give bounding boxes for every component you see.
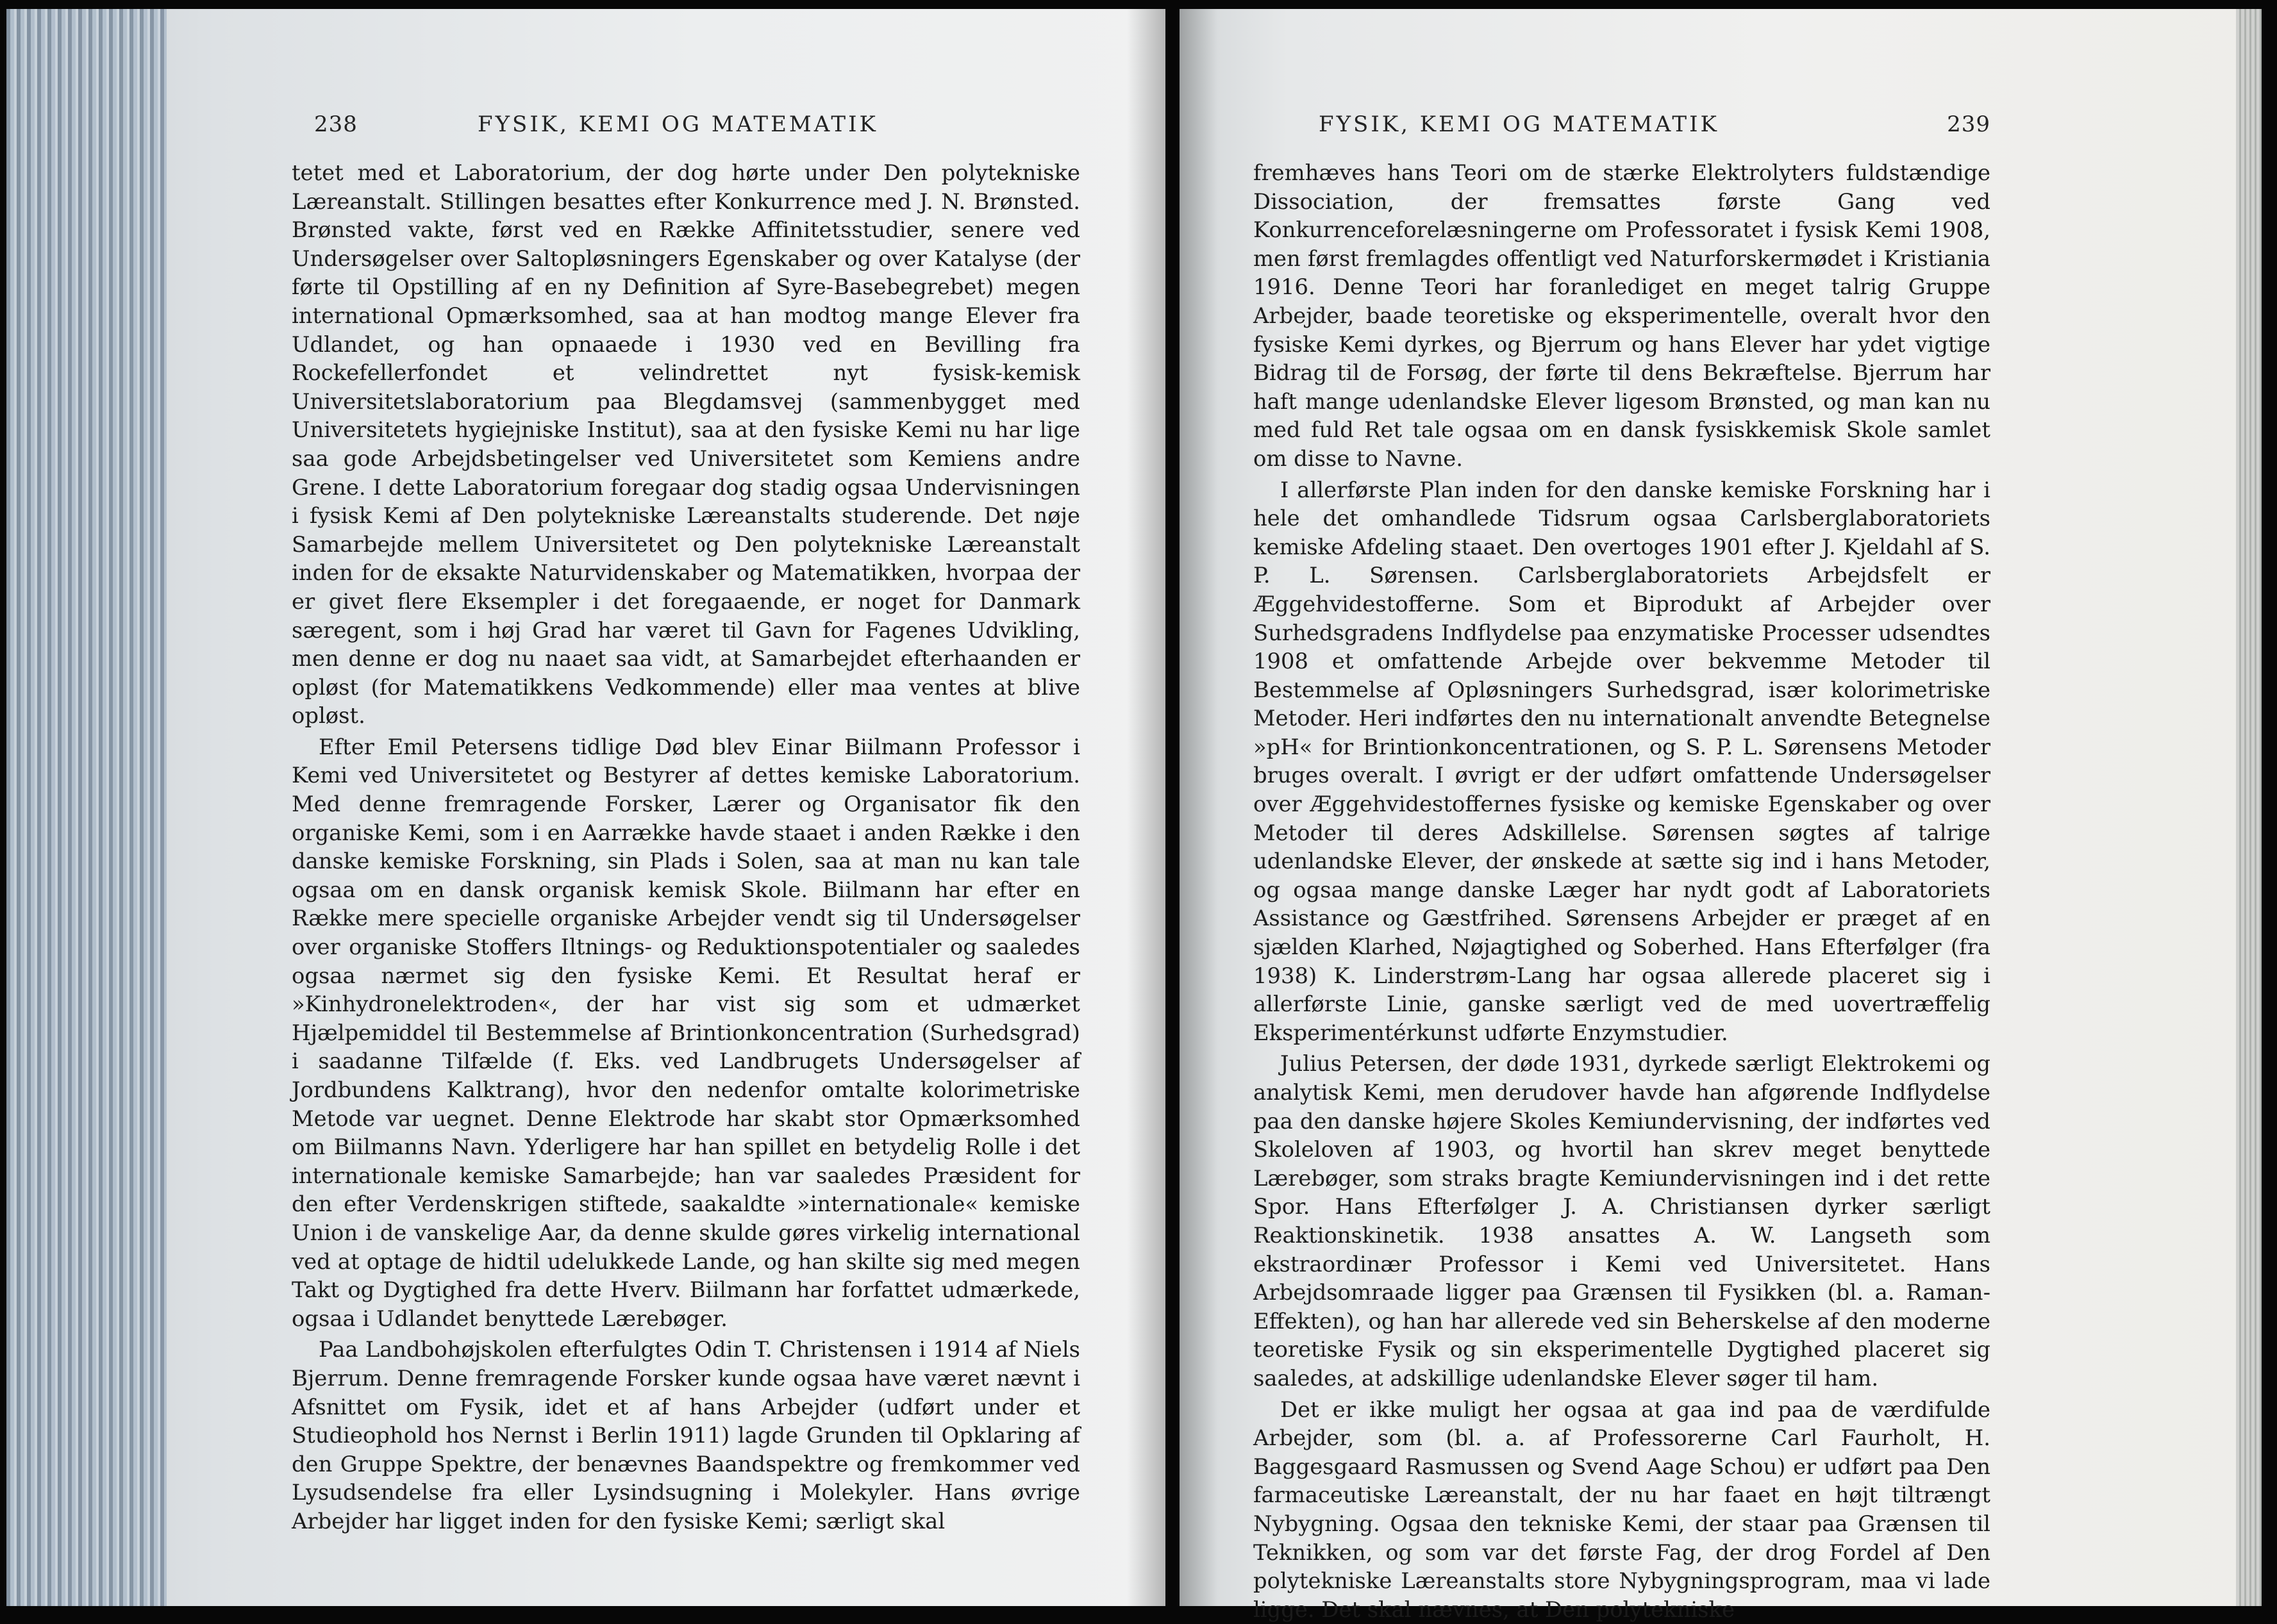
page-edges [2236, 9, 2262, 1606]
running-title: FYSIK, KEMI OG MATEMATIK [478, 112, 878, 137]
left-page [6, 9, 1165, 1606]
paragraph: Efter Emil Petersens tidlige Død blev Einar Biilmann Professor i Kemi ved Universitetet og Bestyrer af dettes kemiske Laboratorium. Med denne fremragende Forsker, Lærer og Organisator fik den organiske Kemi, som i en Aarrække havde staaet i anden Række i den danske kemiske Forskning, sin Plads i Solen, saa at man nu kan tale ogsaa om en dansk organisk kemisk Skole. Biilmann har efter en Række mere specielle organiske Arbejder vendt sig til Undersøgelser over organiske Stoffers Iltnings- og Reduktionspotentialer og saaledes ogsaa nærmet sig den fysiske Kemi. Et Resultat heraf er »Kinhydronelektroden«, der har vist sig som et udmærket Hjælpemiddel til Bestemmelse af Brintionkoncentration (Surhedsgrad) i saadanne Tilfælde (f. Eks. ved Landbrugets Undersøgelser af Jordbundens Kalktrang), hvor den nedenfor omtalte kolorimetriske Metode var uegnet. Denne Elektrode har skabt stor Opmærksomhed om Biilmanns Navn. Yderligere har han spillet en betydelig Rolle i det internationale kemiske Samarbejde; han var saaledes Præsident for den efter Verdenskrigen stiftede, saakaldte »internationale« kemiske Union i de vanskelige Aar, da denne skulde gøres virkelig international ved at optage de hidtil udelukkede Lande, og han skilte sig med megen Takt og Dygtighed fra dette Hverv. Biilmann har forfattet udmærkede, ogsaa i Udlandet benyttede Lærebøger. [292, 734, 1080, 1331]
running-header [1253, 112, 1990, 144]
page-number: 238 [314, 112, 358, 137]
right-page [1180, 9, 2262, 1622]
paragraph: tetet med et Laboratorium, der dog hørte under Den polytekniske Læreanstalt. Stillingen besattes efter Konkurrence med J. N. Brønsted. Brønsted vakte, først ved en Række Affinitetsstudier, senere ved Undersøgelser over Saltopløsningers Egenskaber og over Katalyse (der førte til Opstilling af en ny Definition af Syre-Basebegrebet) megen international Opmærksomhed, saa at han modtog mange Elever fra Udlandet, og han opnaaede i 1930 ved en Bevilling fra Rockefellerfondet et velindrettet nyt fysisk-kemisk Universitetslaboratorium paa Blegdamsvej (sammenbygget med Universitetets hygiejniske Institut), saa at den fysiske Kemi nu har lige saa gode Arbejdsbetingelser ved Universitetet som Kemiens andre Grene. I dette Laboratorium foregaar dog stadig ogsaa Undervisningen i fysisk Kemi af Den polytekniske Læreanstalts studerende. Det nøje Samarbejde mellem Universitetet og Den polytekniske Læreanstalt inden for de eksakte Naturvidenskaber og Matematikken, hvorpaa der er givet flere Eksempler i det foregaaende, er noget for Danmark særegent, som i høj Grad har været til Gavn for Fagenes Udvikling, men denne er dog nu naaet saa vidt, at Samarbejdet efterhaanden er opløst (for Matematikkens Vedkommende) eller maa ventes at blive opløst. [292, 160, 1080, 729]
paragraph: Det er ikke muligt her ogsaa at gaa ind paa de værdifulde Arbejder, som (bl. a. af Professorerne Carl Faurholt, H. Baggesgaard Rasmussen og Svend Aage Schou) er udført paa Den farmaceutiske Læreanstalt, der nu har faaet en højt tiltrængt Nybygning. Ogsaa den tekniske Kemi, der staar paa Grænsen til Teknikken, og som var det første Fag, der drog Fordel af Den polytekniske Læreanstalts store Nybygningsprogram, maa vi lade ligge. Det skal nævnes, at Den polytekniske [1253, 1396, 1990, 1622]
running-title: FYSIK, KEMI OG MATEMATIK [1319, 112, 1719, 137]
page-edges [6, 9, 167, 1606]
page-body [292, 159, 1080, 1536]
paragraph: fremhæves hans Teori om de stærke Elektrolyters fuldstændige Dissociation, der fremsattes første Gang ved Konkurrenceforelæsningerne om Professoratet i fysisk Kemi 1908, men først fremlagdes offentligt ved Naturforskermødet i Kristiania 1916. Denne Teori har foranlediget en meget talrig Gruppe Arbejder, baade teoretiske og eksperimentelle, overalt hvor den fysiske Kemi dyrkes, og Bjerrum og hans Elever har ydet vigtige Bidrag til de Forsøg, der førte til dens Bekræftelse. Bjerrum har haft mange udenlandske Elever ligesom Brønsted, og man kan nu med fuld Ret tale ogsaa om en dansk fysiskkemisk Skole samlet om disse to Navne. [1253, 160, 1990, 471]
paragraph: Paa Landbohøjskolen efterfulgtes Odin T. Christensen i 1914 af Niels Bjerrum. Denne fremragende Forsker kunde ogsaa have været nævnt i Afsnittet om Fysik, idet et af hans Arbejder (udført under et Studieophold hos Nernst i Berlin 1911) lagde Grunden til Opklaring af den Gruppe Spektre, der benævnes Baandspektre og fremkommer ved Lysudsendelse fra eller Lysindsugning i Molekyler. Hans øvrige Arbejder har ligget inden for den fysiske Kemi; særligt skal [292, 1337, 1080, 1534]
running-header [314, 112, 1077, 144]
paragraph: I allerførste Plan inden for den danske kemiske Forskning har i hele det omhandlede Tidsrum ogsaa Carlsberglaboratoriets kemiske Afdeling staaet. Den overtoges 1901 efter J. Kjeldahl af S. P. L. Sørensen. Carlsberglaboratoriets Arbejdsfelt er Æggehvidestofferne. Som et Biprodukt af Arbejder over Surhedsgradens Indflydelse paa enzymatiske Processer udsendtes 1908 et omfattende Arbejde over bekvemme Metoder til Bestemmelse af Opløsningers Surhedsgrad, især kolorimetriske Metoder. Heri indførtes den nu internationalt anvendte Betegnelse »pH« for Brintionkoncentrationen, og S. P. L. Sørensens Metoder bruges overalt. I øvrigt er der udført omfattende Undersøgelser over Æggehvidestoffernes fysiske og kemiske Egenskaber og over Metoder til deres Adskillelse. Sørensen søgtes af talrige udenlandske Elever, der ønskede at sætte sig ind i hans Metoder, og ogsaa mange danske Læger har nydt godt af Laboratoriets Assistance og Gæstfrihed. Sørensens Arbejder er præget af en sjælden Klarhed, Nøjagtighed og Soberhed. Hans Efterfølger (fra 1938) K. Linderstrøm-Lang har ogsaa allerede placeret sig i allerførste Linie, ganske særligt ved de med uovertræffelig Eksperimentérkunst udførte Enzymstudier. [1253, 477, 1990, 1045]
paragraph: Julius Petersen, der døde 1931, dyrkede særligt Elektrokemi og analytisk Kemi, men derudover havde han afgørende Indflydelse paa den danske højere Skoles Kemiundervisning, der indførtes ved Skoleloven af 1903, og hvortil han skrev meget benyttede Lærebøger, som straks bragte Kemiundervisningen ind i det rette Spor. Hans Efterfølger J. A. Christiansen dyrker særligt Reaktionskinetik. 1938 ansattes A. W. Langseth som ekstraordinær Professor i Kemi ved Universitetet. Hans Arbejdsomraade ligger paa Grænsen til Fysikken (bl. a. Raman-Effekten), og han har allerede ved sin Beherskelse af den moderne teoretiske Fysik og sin eksperimentelle Dygtighed placeret sig saaledes, at adskillige udenlandske Elever søger til ham. [1253, 1051, 1990, 1391]
gutter-shadow [1127, 9, 1165, 1606]
page-body [1253, 159, 1990, 1624]
gutter-shadow [1180, 9, 1218, 1606]
page-number: 239 [1947, 112, 1990, 137]
